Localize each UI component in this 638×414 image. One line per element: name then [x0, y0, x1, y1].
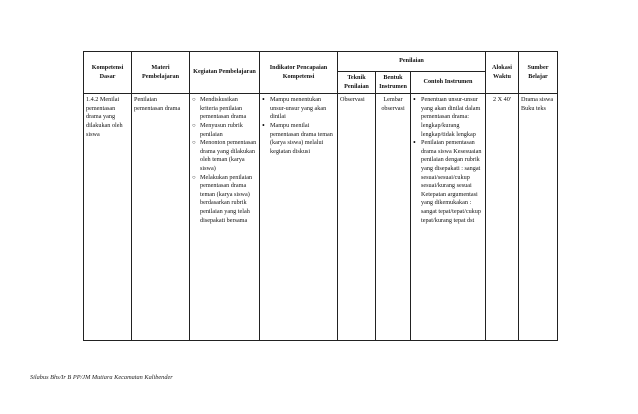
header-row	[84, 52, 558, 72]
list-item: ○ Menyusun rubrik penilaian	[192, 122, 257, 139]
header-materi: Materi Pembelajaran	[132, 52, 190, 94]
header-indikator: Indikator Pencapaian Kompetensi	[260, 52, 338, 94]
syllabus-table	[83, 51, 558, 341]
cell-materi: Penilaian pementasan drama	[132, 94, 190, 341]
list-item: • Mampu menilai pementasan drama teman (karya siswa) melalui kegiatan diskusi	[262, 122, 335, 156]
list-item: • Mampu menentukan unsur-unsur yang akan dinilai	[262, 96, 335, 122]
cell-sumber: Drama siswa Buku teks	[519, 94, 558, 341]
cell-alokasi: 2 X 40'	[486, 94, 519, 341]
header-kegiatan: Kegiatan Pembelajaran	[190, 52, 260, 94]
list-item: • Penilaian pementasan drama siswa Kesesuaian penilaian dengan rubrik yang disepakati : sangat sesuai/sesuai/cukup sesuai/kurang sesuai Ketepatan argumentasi yang dikemukakan : sangat tepat/tepat/cukup tepat/kurang tepat dst	[413, 139, 483, 225]
header-contoh: Contoh Instrumen	[411, 72, 486, 94]
cell-kompetensi: 1.4.2 Menilai pementasan drama yang dilakukan oleh siswa	[84, 94, 132, 341]
header-kompetensi: Kompetensi Dasar	[84, 52, 132, 94]
cell-bentuk: Lembar observasi	[376, 94, 411, 341]
header-teknik: Teknik Penilaian	[338, 72, 376, 94]
cell-teknik: Observasi	[338, 94, 376, 341]
contoh-list	[413, 96, 483, 225]
kegiatan-list	[192, 96, 257, 225]
list-item: ○ Mendiskusikan kriteria penilaian pementasan drama	[192, 96, 257, 122]
header-alokasi: Alokasi Waktu	[486, 52, 519, 94]
header-bentuk: Bentuk Instrumen	[376, 72, 411, 94]
cell-kegiatan	[190, 94, 260, 341]
header-penilaian: Penilaian	[338, 52, 486, 72]
list-item: ○ Melakukan penilaian pementasan drama teman (karya siswa) berdasarkan rubrik penilaian yang telah disepakati bersama	[192, 174, 257, 226]
list-item: • Penentuan unsur-unsur yang akan dinilai dalam pementasan drama: lengkap/kurang lengkap/tidak lengkap	[413, 96, 483, 139]
cell-contoh	[411, 94, 486, 341]
header-sumber: Sumber Belajar	[519, 52, 558, 94]
page-footer: Silabus Bhs/Ir B PP/JM Mutiara Kecamatan Kalibender	[30, 374, 173, 381]
list-item: ○ Menonton pementasan drama yang dilakukan oleh teman (karya siswa)	[192, 139, 257, 173]
cell-indikator	[260, 94, 338, 341]
table-row	[84, 94, 558, 341]
indikator-list	[262, 96, 335, 156]
